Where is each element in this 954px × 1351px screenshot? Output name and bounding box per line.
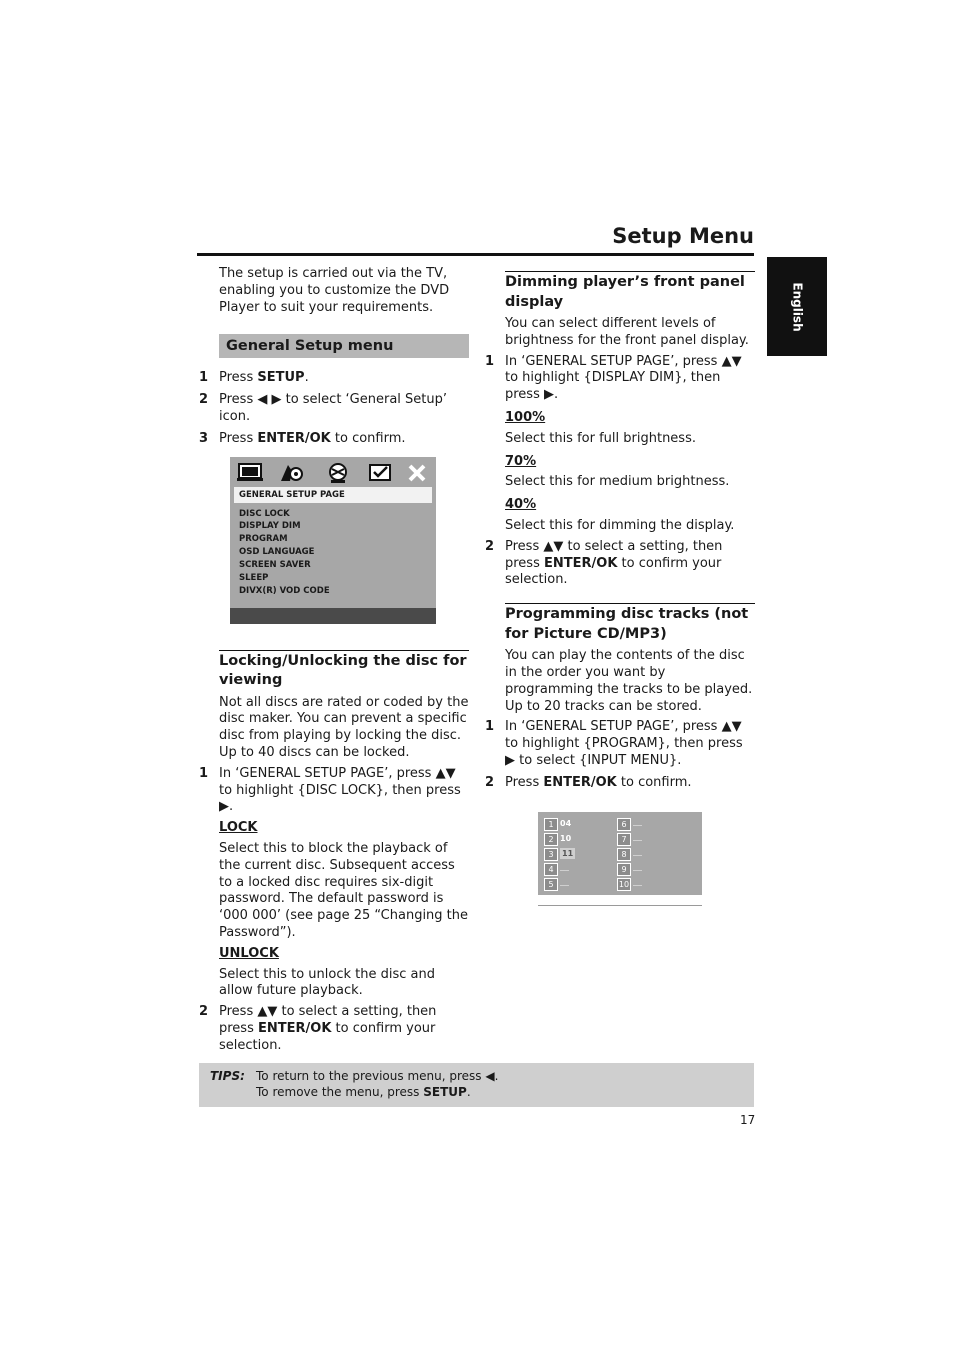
unlock-option-text: Select this to unlock the disc and allow future playback. (219, 966, 435, 999)
tips-line-2: To remove the menu, press SETUP. (256, 1085, 471, 1099)
dim-option-70-label: 70% (505, 453, 537, 469)
dim-option-40-text: Select this for dimming the display. (505, 517, 735, 533)
preference-icon[interactable] (368, 462, 394, 484)
tips-text (256, 1068, 498, 1100)
general-setup-step-1: 1 Press SETUP. (199, 370, 309, 386)
empty-slot-dash (633, 885, 642, 886)
setup-menu-screen (230, 457, 436, 624)
menu-item-sleep[interactable]: SLEEP (239, 573, 269, 584)
locking-step-1: 1 In ‘GENERAL SETUP PAGE’, press ▲▼ to highlight {DISC LOCK}, then press ▶. (199, 765, 461, 815)
tips-label: TIPS: (210, 1069, 245, 1083)
dolby-icon[interactable] (326, 462, 350, 484)
program-screen-rule (538, 905, 702, 906)
dim-option-100-label: 100% (505, 409, 546, 425)
empty-slot-dash (633, 840, 642, 841)
menu-item-list (239, 508, 330, 598)
dimming-heading: Dimming player’s front panel display (505, 271, 755, 312)
menu-item-display-dim[interactable]: DISPLAY DIM (239, 521, 301, 532)
empty-slot-dash (633, 825, 642, 826)
lock-option-label: LOCK (219, 820, 258, 836)
programming-step-2: 2 Press ENTER/OK to confirm. (485, 774, 692, 790)
title-rule (197, 253, 754, 256)
dim-option-70-text: Select this for medium brightness. (505, 474, 730, 490)
menu-item-screen-saver[interactable]: SCREEN SAVER (239, 560, 311, 571)
general-setup-heading: General Setup menu (219, 334, 469, 358)
intro-text: The setup is carried out via the TV, enabling you to customize the DVD Player to suit your requirements. (219, 266, 450, 315)
tips-box (199, 1063, 754, 1107)
general-setup-step-2: 2 Press ◀ ▶ to select ‘General Setup’ icon. (199, 392, 448, 424)
left-column (199, 266, 469, 1055)
page-number: 17 (740, 1113, 756, 1127)
menu-status-bar (230, 608, 436, 624)
programming-body: You can play the contents of the disc in the order you want by programming the tracks to be played. Up to 20 tracks can be stored. (505, 648, 753, 714)
menu-item-divx-vod-code[interactable]: DIVX(R) VOD CODE (239, 586, 330, 597)
menu-item-program[interactable]: PROGRAM (239, 534, 288, 545)
dimming-step-1: 1 In ‘GENERAL SETUP PAGE’, press ▲▼ to highlight {DISPLAY DIM}, then press ▶. (485, 353, 742, 403)
lock-option-text: Select this to block the playback of the current disc. Subsequent access to a locked disc requires six-digit password. The default password is ‘000 000’ (see page 25 “Changing the Password”). (219, 840, 469, 940)
empty-slot-dash (560, 885, 569, 886)
menu-page-title: GENERAL SETUP PAGE (234, 487, 432, 503)
tv-icon[interactable] (236, 462, 266, 484)
empty-slot-dash (560, 870, 569, 871)
general-setup-step-3: 3 Press ENTER/OK to confirm. (199, 430, 406, 446)
speaker-icon[interactable] (278, 462, 306, 484)
exit-icon[interactable] (406, 462, 428, 484)
dim-option-100-text: Select this for full brightness. (505, 430, 696, 446)
locking-step-2: 2 Press ▲▼ to select a setting, then press ENTER/OK to confirm your selection. (199, 1004, 437, 1053)
menu-item-osd-language[interactable]: OSD LANGUAGE (239, 547, 315, 558)
language-tab (767, 257, 827, 356)
program-screen: 1 04 2 10 3 11 4 5 6 7 8 9 10 (538, 812, 702, 895)
empty-slot-dash (633, 870, 642, 871)
programming-step-1: 1 In ‘GENERAL SETUP PAGE’, press ▲▼ to highlight {PROGRAM}, then press ▶ to select {INPUT MENU}. (485, 719, 743, 768)
dimming-step-2: 2 Press ▲▼ to select a setting, then press ENTER/OK to confirm your selection. (485, 538, 723, 588)
locking-heading: Locking/Unlocking the disc for viewing (219, 650, 469, 691)
language-tab-label: English (790, 282, 805, 332)
locking-body: Not all discs are rated or coded by the disc maker. You can prevent a specific disc from playing by locking the disc. Up to 40 discs can be locked. (219, 694, 469, 760)
menu-item-disc-lock[interactable]: DISC LOCK (239, 508, 290, 519)
right-column (485, 266, 755, 906)
empty-slot-dash (633, 855, 642, 856)
dim-option-40-label: 40% (505, 497, 537, 513)
tips-line-1: To return to the previous menu, press ◀. (256, 1069, 499, 1083)
menu-icon-bar (230, 457, 436, 487)
programming-heading: Programming disc tracks (not for Picture CD/MP3) (505, 603, 755, 644)
unlock-option-label: UNLOCK (219, 945, 279, 961)
page-title: Setup Menu (612, 224, 754, 248)
dimming-body: You can select different levels of brightness for the front panel display. (505, 316, 749, 348)
